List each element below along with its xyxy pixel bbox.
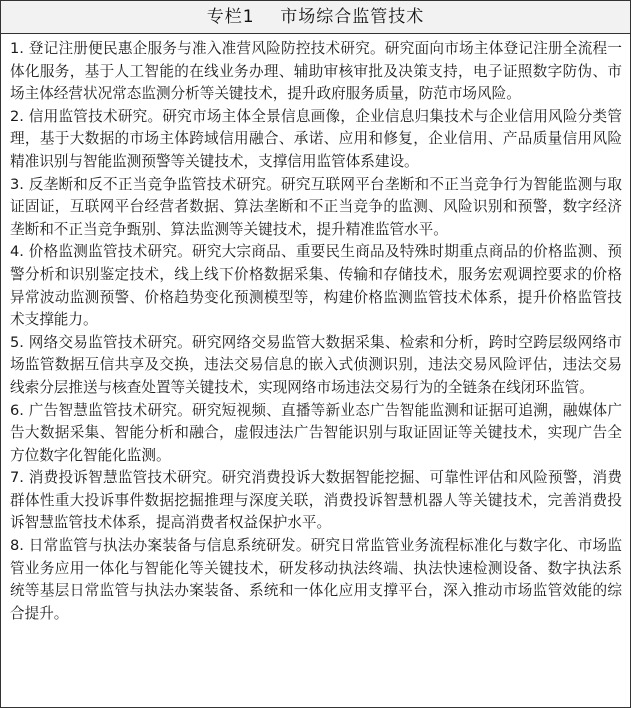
column-body	[1, 34, 630, 625]
list-item: 3. 反垄断和反不正当竞争监管技术研究。研究互联网平台垄断和不正当竞争行为智能监测与取证固证，互联网平台经营者数据、算法垄断和不正当竞争的监测、风险识别和预警，数字经济垄断和不正当竞争甄别、算法监测等关键技术，提升精准监管水平。	[10, 175, 622, 238]
list-item: 5. 网络交易监管技术研究。研究网络交易监管大数据采集、检索和分析，跨时空跨层级网络市场监管数据互信共享及交换，违法交易信息的嵌入式侦测识别，违法交易风险评估，违法交易线索分层推送与核查处置等关键技术，实现网络市场违法交易行为的全链条在线闭环监管。	[10, 333, 622, 396]
column-title: 专栏1 市场综合监管技术	[1, 1, 630, 34]
list-item: 7. 消费投诉智慧监管技术研究。研究消费投诉大数据智能挖掘、可靠性评估和风险预警，消费群体性重大投诉事件数据挖掘推理与深度关联，消费投诉智慧机器人等关键技术，完善消费投诉智慧监管技术体系，提高消费者权益保护水平。	[10, 469, 622, 532]
list-item: 2. 信用监管技术研究。研究市场主体全景信息画像，企业信息归集技术与企业信用风险分类管理，基于大数据的市场主体跨域信用融合、承诺、应用和修复，企业信用、产品质量信用风险精准识别与智能监测预警等关键技术，支撑信用监管体系建设。	[10, 107, 622, 170]
list-item: 6. 广告智慧监管技术研究。研究短视频、直播等新业态广告智能监测和证据可追溯，融媒体广告大数据采集、智能分析和融合，虚假违法广告智能识别与取证固证等关键技术，实现广告全方位数字化智能化监测。	[10, 401, 622, 464]
list-item: 4. 价格监测监管技术研究。研究大宗商品、重要民生商品及特殊时期重点商品的价格监测、预警分析和识别鉴定技术，线上线下价格数据采集、传输和存储技术，服务宏观调控要求的价格异常波动监测预警、价格趋势变化预测模型等，构建价格监测监管技术体系，提升价格监管技术支撑能力。	[10, 243, 622, 329]
list-item: 8. 日常监管与执法办案装备与信息系统研发。研究日常监管业务流程标准化与数字化、市场监管业务应用一体化与智能化等关键技术，研发移动执法终端、执法快速检测设备、数字执法系统等基层日常监管与执法办案装备、系统和一体化应用支撑平台，深入推动市场监管效能的综合提升。	[10, 537, 622, 622]
list-item: 1. 登记注册便民惠企服务与准入准营风险防控技术研究。研究面向市场主体登记注册全流程一体化服务，基于人工智能的在线业务办理、辅助审核审批及决策支持，电子证照数字防伪、市场主体经营状况常态监测分析等关键技术，提升政府服务质量，防范市场风险。	[10, 40, 622, 103]
